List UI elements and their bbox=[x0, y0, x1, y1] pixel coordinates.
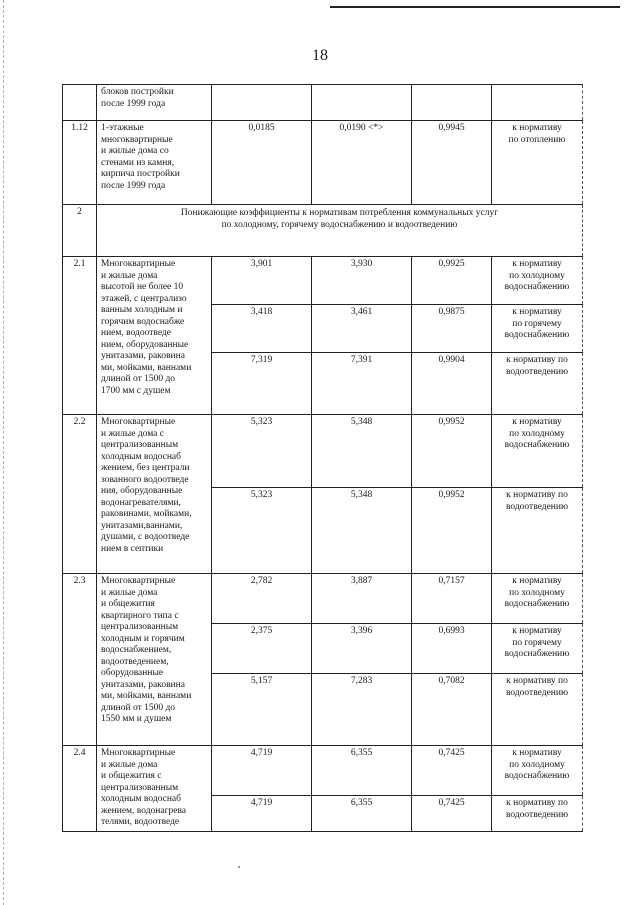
row-number: 2.1 bbox=[63, 257, 97, 415]
value-2: 6,355 bbox=[312, 746, 412, 796]
left-scan-edge bbox=[3, 0, 5, 905]
row-number: 2.2 bbox=[63, 415, 97, 574]
section-title: Понижающие коэффициенты к нормативам потребления коммунальных услуг по холодному, горячему водоснабжению и водоотведению bbox=[97, 205, 583, 257]
scan-speck bbox=[238, 866, 240, 868]
coefficient: 0,9875 bbox=[412, 305, 492, 353]
table-row bbox=[63, 746, 583, 796]
note: к нормативу по холодному водоснабжению bbox=[492, 415, 583, 488]
value-1: 3,901 bbox=[212, 257, 312, 305]
value-2: 6,355 bbox=[312, 796, 412, 832]
value-1: 0,0185 bbox=[212, 121, 312, 205]
row-number: 2.3 bbox=[63, 574, 97, 746]
row-number: 2.4 bbox=[63, 746, 97, 832]
value-1: 2,375 bbox=[212, 624, 312, 674]
value-2: 3,396 bbox=[312, 624, 412, 674]
note: к нормативу по холодному водоснабжению bbox=[492, 746, 583, 796]
row-description: Многоквартирные и жилые дома с централизованным холодным водоснаб жением, без централи зованного водоотведе ния, оборудованные водонагревателями, раковинами, мойками, унитазами,ваннами, душами, с водоотведе нием в септики bbox=[97, 415, 212, 574]
coefficient: 0,9952 bbox=[412, 488, 492, 574]
coefficient: 0,7425 bbox=[412, 746, 492, 796]
value-1: 5,157 bbox=[212, 674, 312, 746]
note: к нормативу по горячему водоснабжению bbox=[492, 624, 583, 674]
value-2: 7,283 bbox=[312, 674, 412, 746]
table-row bbox=[63, 574, 583, 624]
value-1: 7,319 bbox=[212, 353, 312, 415]
value-2: 7,391 bbox=[312, 353, 412, 415]
value-2: 3,461 bbox=[312, 305, 412, 353]
row-description: блоков постройки после 1999 года bbox=[97, 85, 212, 121]
value-1: 3,418 bbox=[212, 305, 312, 353]
note: к нормативу по холодному водоснабжению bbox=[492, 257, 583, 305]
note: к нормативу по отоплению bbox=[492, 121, 583, 205]
note: к нормативу по водоотведению bbox=[492, 488, 583, 574]
coefficient: 0,9925 bbox=[412, 257, 492, 305]
row-description: Многоквартирные и жилые дома высотой не более 10 этажей, с централизо ванным холодным и горячим водоснабже нием, водоотведе нием, оборудованные унитазами, раковина ми, мойками, ваннами длиной от 1500 до 1700 мм с душем bbox=[97, 257, 212, 415]
value-2: 3,887 bbox=[312, 574, 412, 624]
section-header-row bbox=[63, 205, 583, 257]
coefficient: 0,9904 bbox=[412, 353, 492, 415]
note: к нормативу по водоотведению bbox=[492, 353, 583, 415]
top-scan-line bbox=[330, 6, 620, 8]
note: к нормативу по водоотведению bbox=[492, 674, 583, 746]
table-row bbox=[63, 85, 583, 121]
note: к нормативу по водоотведению bbox=[492, 796, 583, 832]
row-number: 1.12 bbox=[63, 121, 97, 205]
value-1 bbox=[212, 85, 312, 121]
coefficient: 0,6993 bbox=[412, 624, 492, 674]
coefficient: 0,9952 bbox=[412, 415, 492, 488]
page-number: 18 bbox=[312, 47, 328, 64]
section-number: 2 bbox=[63, 205, 97, 257]
coefficient: 0,9945 bbox=[412, 121, 492, 205]
row-number bbox=[63, 85, 97, 121]
note: к нормативу по горячему водоснабжению bbox=[492, 305, 583, 353]
row-description: 1-этажные многоквартирные и жилые дома со стенами из камня, кирпича постройки после 1999 года bbox=[97, 121, 212, 205]
value-2: 5,348 bbox=[312, 488, 412, 574]
value-2: 3,930 bbox=[312, 257, 412, 305]
value-1: 5,323 bbox=[212, 415, 312, 488]
coefficient: 0,7082 bbox=[412, 674, 492, 746]
coefficient: 0,7425 bbox=[412, 796, 492, 832]
coefficient: 0,7157 bbox=[412, 574, 492, 624]
note bbox=[492, 85, 583, 121]
table-row bbox=[63, 415, 583, 488]
table-row bbox=[63, 257, 583, 305]
table-row bbox=[63, 121, 583, 205]
coefficients-table bbox=[62, 84, 583, 832]
row-description: Многоквартирные и жилые дома и общежития с централизованным холодным водоснаб жением, водонагрева телями, водоотведе bbox=[97, 746, 212, 832]
value-1: 4,719 bbox=[212, 746, 312, 796]
value-2: 5,348 bbox=[312, 415, 412, 488]
value-1: 2,782 bbox=[212, 574, 312, 624]
value-2: 0,0190 <*> bbox=[312, 121, 412, 205]
row-description: Многоквартирные и жилые дома и общежития квартирного типа с централизованным холодным и горячим водоснабжением, водоотведением, оборудованные унитазами, раковина ми, мойками, ваннами длиной от 1500 до 1550 мм и душем bbox=[97, 574, 212, 746]
coefficient bbox=[412, 85, 492, 121]
value-1: 4,719 bbox=[212, 796, 312, 832]
value-2 bbox=[312, 85, 412, 121]
note: к нормативу по холодному водоснабжению bbox=[492, 574, 583, 624]
value-1: 5,323 bbox=[212, 488, 312, 574]
